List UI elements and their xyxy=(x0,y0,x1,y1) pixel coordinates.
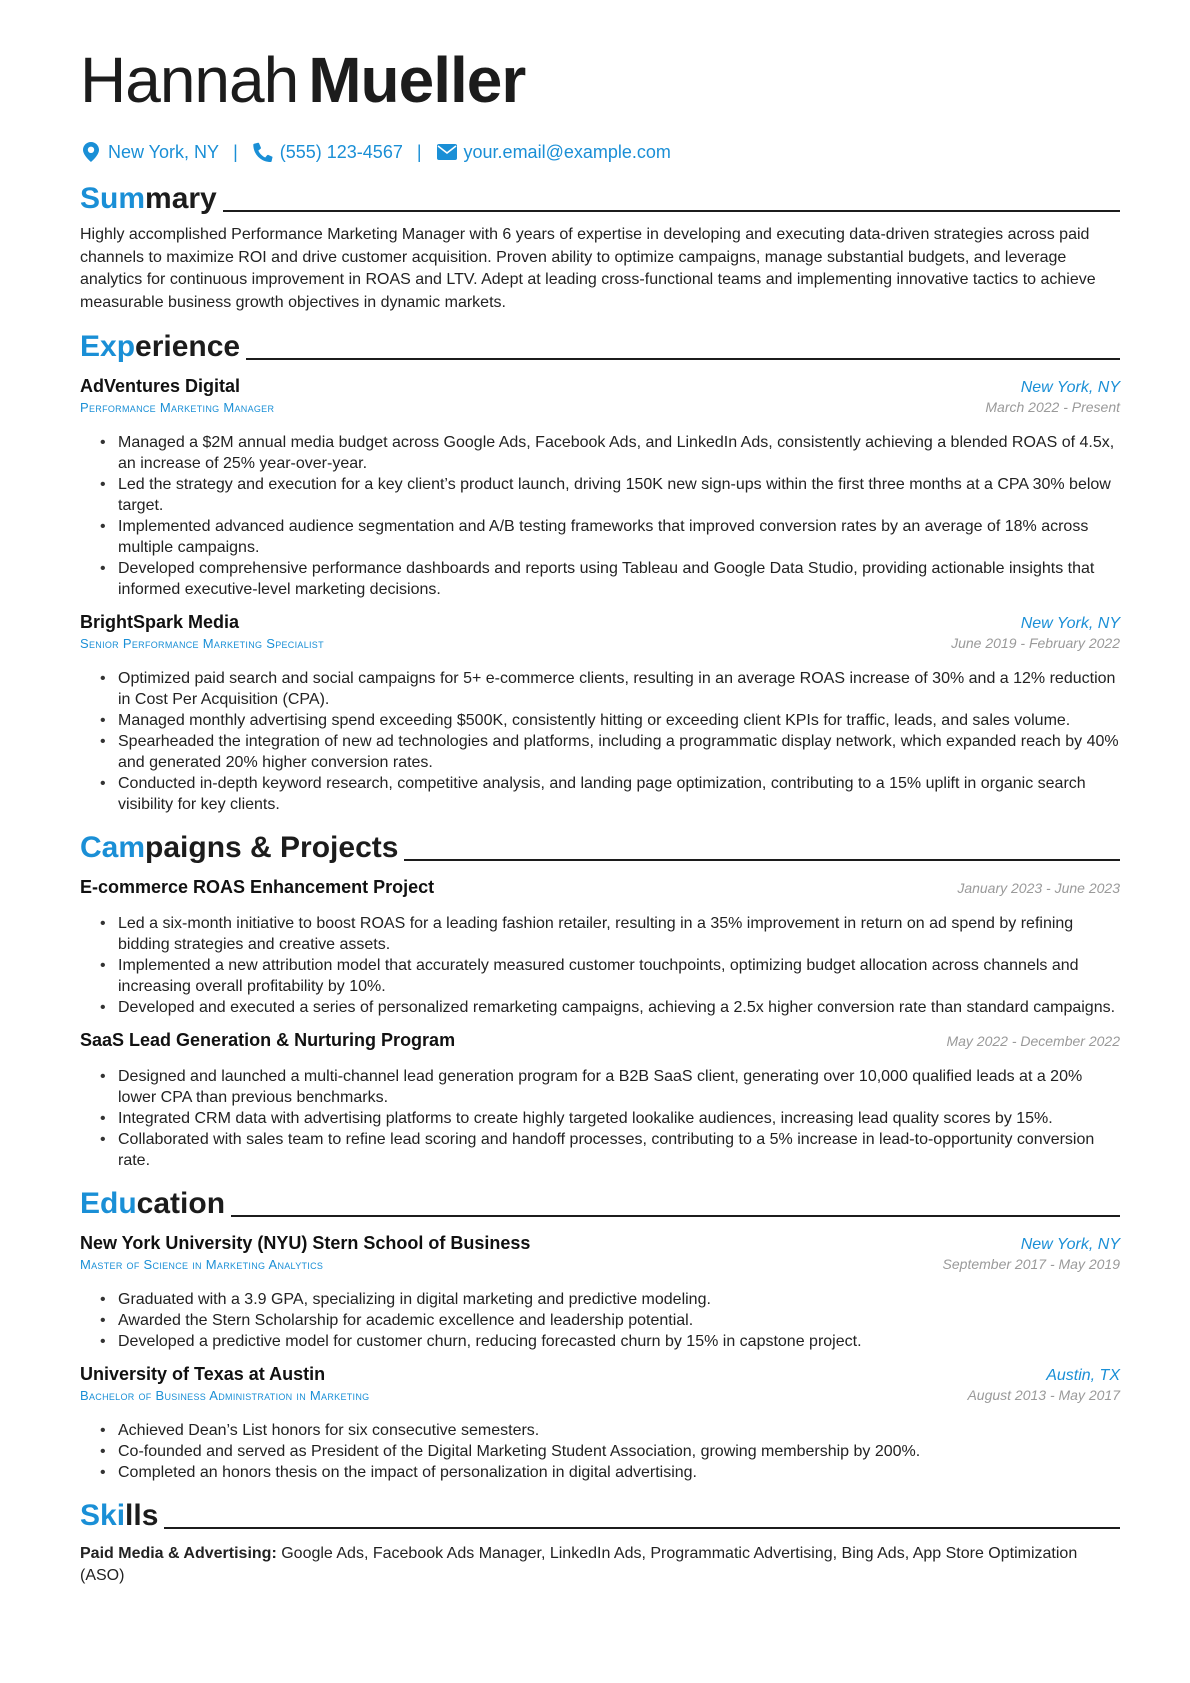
section-divider xyxy=(231,1215,1120,1217)
bullet-item: • Developed comprehensive performance dashboards and reports using Tableau and Google Data Studio, providing actionable insights that informed executive-level marketing decisions. xyxy=(100,558,1120,600)
section-divider xyxy=(223,210,1120,212)
school-name: New York University (NYU) Stern School of Business xyxy=(80,1233,531,1253)
section-title: Experience xyxy=(80,330,241,363)
bullet-item: • Led the strategy and execution for a key client’s product launch, driving 150K new sign-ups within the first three months at a CPA 30% below target. xyxy=(100,474,1120,516)
education-heading xyxy=(80,1181,1120,1221)
project-name: SaaS Lead Generation & Nurturing Program xyxy=(80,1030,456,1050)
company-name: BrightSpark Media xyxy=(80,612,240,632)
job-title: Senior Performance Marketing Specialist xyxy=(80,636,324,651)
bullet-item: • Developed a predictive model for customer churn, reducing forecasted churn by 15% in capstone project. xyxy=(100,1331,1120,1352)
degree-title: Master of Science in Marketing Analytics xyxy=(80,1257,324,1272)
contact-email[interactable] xyxy=(436,141,671,163)
summary-section xyxy=(80,176,1120,314)
bullet-item: • Collaborated with sales team to refine lead scoring and handoff processes, contributing to a 5% increase in lead-to-opportunity conversion rate. xyxy=(100,1129,1120,1171)
degree-title: Bachelor of Business Administration in Marketing xyxy=(80,1388,370,1403)
bullet-item: • Implemented a new attribution model that accurately measured customer touchpoints, optimizing budget allocation across channels and increasing overall profitability by 10%. xyxy=(100,955,1120,997)
job-location: New York, NY xyxy=(1020,615,1120,632)
company-name: AdVentures Digital xyxy=(80,376,241,396)
projects-heading xyxy=(80,825,1120,865)
project-entry xyxy=(80,1028,1120,1171)
skills-value: Google Ads, Facebook Ads Manager, LinkedIn Ads, Programmatic Advertising, Bing Ads, App Store Optimization (ASO) xyxy=(80,1545,1078,1584)
summary-text: Highly accomplished Performance Marketing Manager with 6 years of expertise in developing and executing data-driven strategies across paid channels to maximize ROI and drive customer acquisition. Proven ability to optimize campaigns, manage substantial budgets, and leverage analytics for continuous improvement in ROAS and LTV. Adept at leading cross-functional teams and implementing innovative tactics to achieve measurable business growth objectives in dynamic markets. xyxy=(80,226,1096,311)
bullet-item: • Managed a $2M annual media budget across Google Ads, Facebook Ads, and LinkedIn Ads, consistently achieving a blended ROAS of 4.5x, an increase of 25% year-over-year. xyxy=(100,432,1120,474)
job-title: Performance Marketing Manager xyxy=(80,400,275,415)
skills-heading xyxy=(80,1493,1120,1533)
bullet-list xyxy=(80,1066,1120,1171)
bullet-item: • Optimized paid search and social campaigns for 5+ e-commerce clients, resulting in an average ROAS increase of 30% and a 12% reduction in Cost Per Acquisition (CPA). xyxy=(100,668,1120,710)
bullet-item: • Integrated CRM data with advertising platforms to create highly targeted lookalike audiences, increasing lead quality scores by 15%. xyxy=(100,1108,1120,1129)
experience-entry xyxy=(80,374,1120,600)
education-entry xyxy=(80,1362,1120,1483)
location-text: New York, NY xyxy=(108,141,220,162)
section-title: Summary xyxy=(80,182,217,215)
bullet-item: • Graduated with a 3.9 GPA, specializing in digital marketing and predictive modeling. xyxy=(100,1289,1120,1310)
section-divider xyxy=(404,859,1120,861)
contact-location xyxy=(80,141,219,163)
contact-separator: | xyxy=(416,141,422,162)
envelope-icon xyxy=(436,141,458,163)
section-divider xyxy=(164,1527,1120,1529)
education-section xyxy=(80,1181,1120,1483)
school-dates: September 2017 - May 2019 xyxy=(942,1256,1120,1272)
school-name: University of Texas at Austin xyxy=(80,1364,326,1384)
job-location: New York, NY xyxy=(1020,379,1120,396)
bullet-list xyxy=(80,432,1120,600)
section-title: Skills xyxy=(80,1499,159,1532)
skills-line xyxy=(80,1543,1120,1587)
section-title: Campaigns & Projects xyxy=(80,831,399,864)
candidate-name xyxy=(80,40,1120,120)
bullet-list xyxy=(80,1289,1120,1352)
bullet-item: • Conducted in-depth keyword research, competitive analysis, and landing page optimization, contributing to a 15% uplift in organic search visibility for key clients. xyxy=(100,773,1120,815)
map-pin-icon xyxy=(80,141,102,163)
section-divider xyxy=(246,358,1120,360)
skills-section xyxy=(80,1493,1120,1587)
bullet-item: • Managed monthly advertising spend exceeding $500K, consistently hitting or exceeding client KPIs for traffic, leads, and sales volume. xyxy=(100,710,1120,731)
project-dates: January 2023 - June 2023 xyxy=(957,880,1120,896)
school-dates: August 2013 - May 2017 xyxy=(967,1387,1120,1403)
project-entry xyxy=(80,875,1120,1018)
bullet-item: • Designed and launched a multi-channel lead generation program for a B2B SaaS client, generating over 10,000 qualified leads at a 20% lower CPA than previous benchmarks. xyxy=(100,1066,1120,1108)
school-location: New York, NY xyxy=(1020,1236,1120,1253)
project-name: E-commerce ROAS Enhancement Project xyxy=(80,877,435,897)
bullet-item: • Led a six-month initiative to boost ROAS for a leading fashion retailer, resulting in a 35% improvement in return on ad spend by refining bidding strategies and creative assets. xyxy=(100,913,1120,955)
last-name: Mueller xyxy=(308,44,526,116)
phone-icon xyxy=(252,141,274,163)
bullet-item: • Awarded the Stern Scholarship for academic excellence and leadership potential. xyxy=(100,1310,1120,1331)
job-dates: June 2019 - February 2022 xyxy=(951,635,1120,651)
projects-section xyxy=(80,825,1120,1171)
bullet-item: • Completed an honors thesis on the impact of personalization in digital advertising. xyxy=(100,1462,1120,1483)
job-dates: March 2022 - Present xyxy=(985,399,1120,415)
bullet-item: • Implemented advanced audience segmentation and A/B testing frameworks that improved conversion rates by an average of 18% across multiple campaigns. xyxy=(100,516,1120,558)
phone-text: (555) 123-4567 xyxy=(279,141,403,162)
bullet-item: • Achieved Dean’s List honors for six consecutive semesters. xyxy=(100,1420,1120,1441)
bullet-list xyxy=(80,668,1120,815)
bullet-item: • Co-founded and served as President of the Digital Marketing Student Association, growing membership by 200%. xyxy=(100,1441,1120,1462)
summary-heading xyxy=(80,176,1120,216)
education-entry xyxy=(80,1231,1120,1352)
project-dates: May 2022 - December 2022 xyxy=(946,1033,1120,1049)
section-title: Education xyxy=(80,1187,226,1220)
bullet-list xyxy=(80,913,1120,1018)
bullet-item: • Developed and executed a series of personalized remarketing campaigns, achieving a 2.5x higher conversion rate than standard campaigns. xyxy=(100,997,1120,1018)
bullet-list xyxy=(80,1420,1120,1483)
first-name: Hannah xyxy=(80,44,299,116)
experience-entry xyxy=(80,610,1120,815)
experience-section xyxy=(80,324,1120,815)
experience-heading xyxy=(80,324,1120,364)
school-location: Austin, TX xyxy=(1046,1367,1120,1384)
email-text: your.email@example.com xyxy=(463,141,671,162)
contact-line xyxy=(80,138,1120,166)
bullet-item: • Spearheaded the integration of new ad technologies and platforms, including a programmatic display network, which expanded reach by 40% and generated 20% higher conversion rates. xyxy=(100,731,1120,773)
resume-page xyxy=(80,40,1120,1587)
skills-label: Paid Media & Advertising: xyxy=(80,1545,277,1562)
contact-phone[interactable] xyxy=(252,141,403,163)
contact-separator: | xyxy=(233,141,238,162)
